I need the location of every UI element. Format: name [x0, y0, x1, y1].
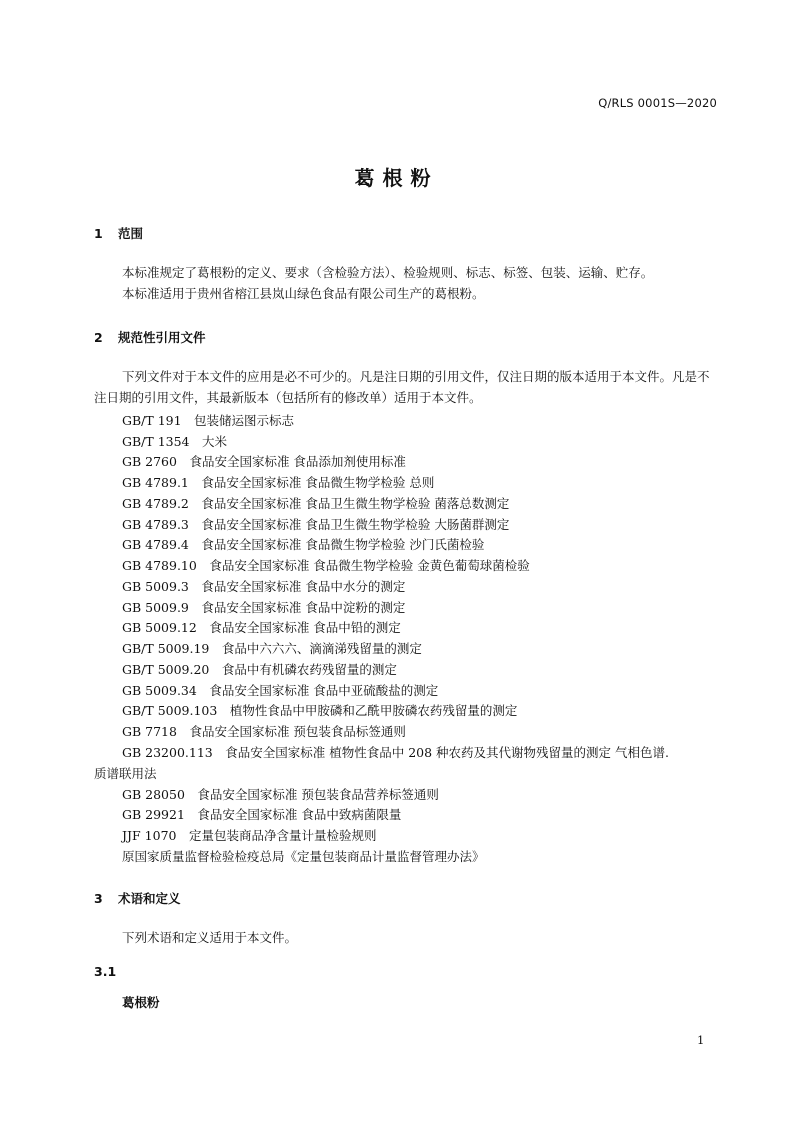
reference-item: GB 23200.113 食品安全国家标准 植物性食品中 208 种农药及其代谢物残留量的测定 气相色谱. — [122, 745, 669, 760]
section-number: 2 — [94, 330, 103, 345]
term-number: 3.1 — [94, 964, 117, 979]
references-intro: 下列文件对于本文件的应用是必不可少的。凡是注日期的引用文件，仅注日期的版本适用于本文件。凡是不注日期的引用文件，其最新版本（包括所有的修改单）适用于本文件。 — [94, 369, 710, 405]
reference-item: GB/T 5009.20 食品中有机磷农药残留量的测定 — [122, 662, 397, 677]
reference-item: GB 4789.10 食品安全国家标准 食品微生物学检验 金黄色葡萄球菌检验 — [122, 558, 530, 573]
reference-item: GB/T 5009.103 植物性食品中甲胺磷和乙酰甲胺磷农药残留量的测定 — [122, 703, 518, 718]
reference-item: GB 28050 食品安全国家标准 预包装食品营养标签通则 — [122, 787, 439, 802]
section-3-heading — [94, 889, 181, 907]
section-2-heading — [94, 328, 206, 346]
reference-item: GB 5009.34 食品安全国家标准 食品中亚硫酸盐的测定 — [122, 683, 439, 698]
page-number: 1 — [697, 1033, 705, 1047]
reference-item: JJF 1070 定量包装商品净含量计量检验规则 — [122, 828, 377, 843]
reference-item: GB 29921 食品安全国家标准 食品中致病菌限量 — [122, 807, 402, 822]
reference-item: GB/T 1354 大米 — [122, 434, 228, 449]
section-number: 3 — [94, 891, 103, 906]
reference-item: GB/T 5009.19 食品中六六六、滴滴涕残留量的测定 — [122, 641, 422, 656]
reference-item-continuation: 质谱联用法 — [94, 766, 157, 781]
scope-paragraph-1: 本标准规定了葛根粉的定义、要求（含检验方法）、检验规则、标志、标签、包装、运输、贮存。 — [122, 265, 654, 280]
terms-intro: 下列术语和定义适用于本文件。 — [122, 930, 298, 945]
reference-item: GB 4789.1 食品安全国家标准 食品微生物学检验 总则 — [122, 475, 435, 490]
reference-item: 原国家质量监督检验检疫总局《定量包装商品计量监督管理办法》 — [122, 849, 485, 864]
reference-item: GB 4789.4 食品安全国家标准 食品微生物学检验 沙门氏菌检验 — [122, 537, 485, 552]
section-title: 规范性引用文件 — [118, 330, 206, 345]
section-1-heading — [94, 224, 143, 242]
standard-code: Q/RLS 0001S—2020 — [598, 96, 717, 110]
section-title: 范围 — [118, 226, 144, 241]
reference-item: GB 4789.2 食品安全国家标准 食品卫生微生物学检验 菌落总数测定 — [122, 496, 510, 511]
document-title: 葛根粉 — [354, 166, 439, 190]
reference-item: GB 5009.3 食品安全国家标准 食品中水分的测定 — [122, 579, 406, 594]
reference-item: GB 7718 食品安全国家标准 预包装食品标签通则 — [122, 724, 406, 739]
reference-item: GB 2760 食品安全国家标准 食品添加剂使用标准 — [122, 454, 406, 469]
reference-item: GB/T 191 包装储运图示标志 — [122, 413, 295, 428]
section-title: 术语和定义 — [118, 891, 181, 906]
reference-item: GB 5009.12 食品安全国家标准 食品中铅的测定 — [122, 620, 401, 635]
reference-item: GB 5009.9 食品安全国家标准 食品中淀粉的测定 — [122, 600, 406, 615]
section-number: 1 — [94, 226, 103, 241]
scope-paragraph-2: 本标准适用于贵州省榕江县岚山绿色食品有限公司生产的葛根粉。 — [122, 286, 485, 301]
reference-item: GB 4789.3 食品安全国家标准 食品卫生微生物学检验 大肠菌群测定 — [122, 517, 510, 532]
term-name: 葛根粉 — [122, 995, 160, 1010]
